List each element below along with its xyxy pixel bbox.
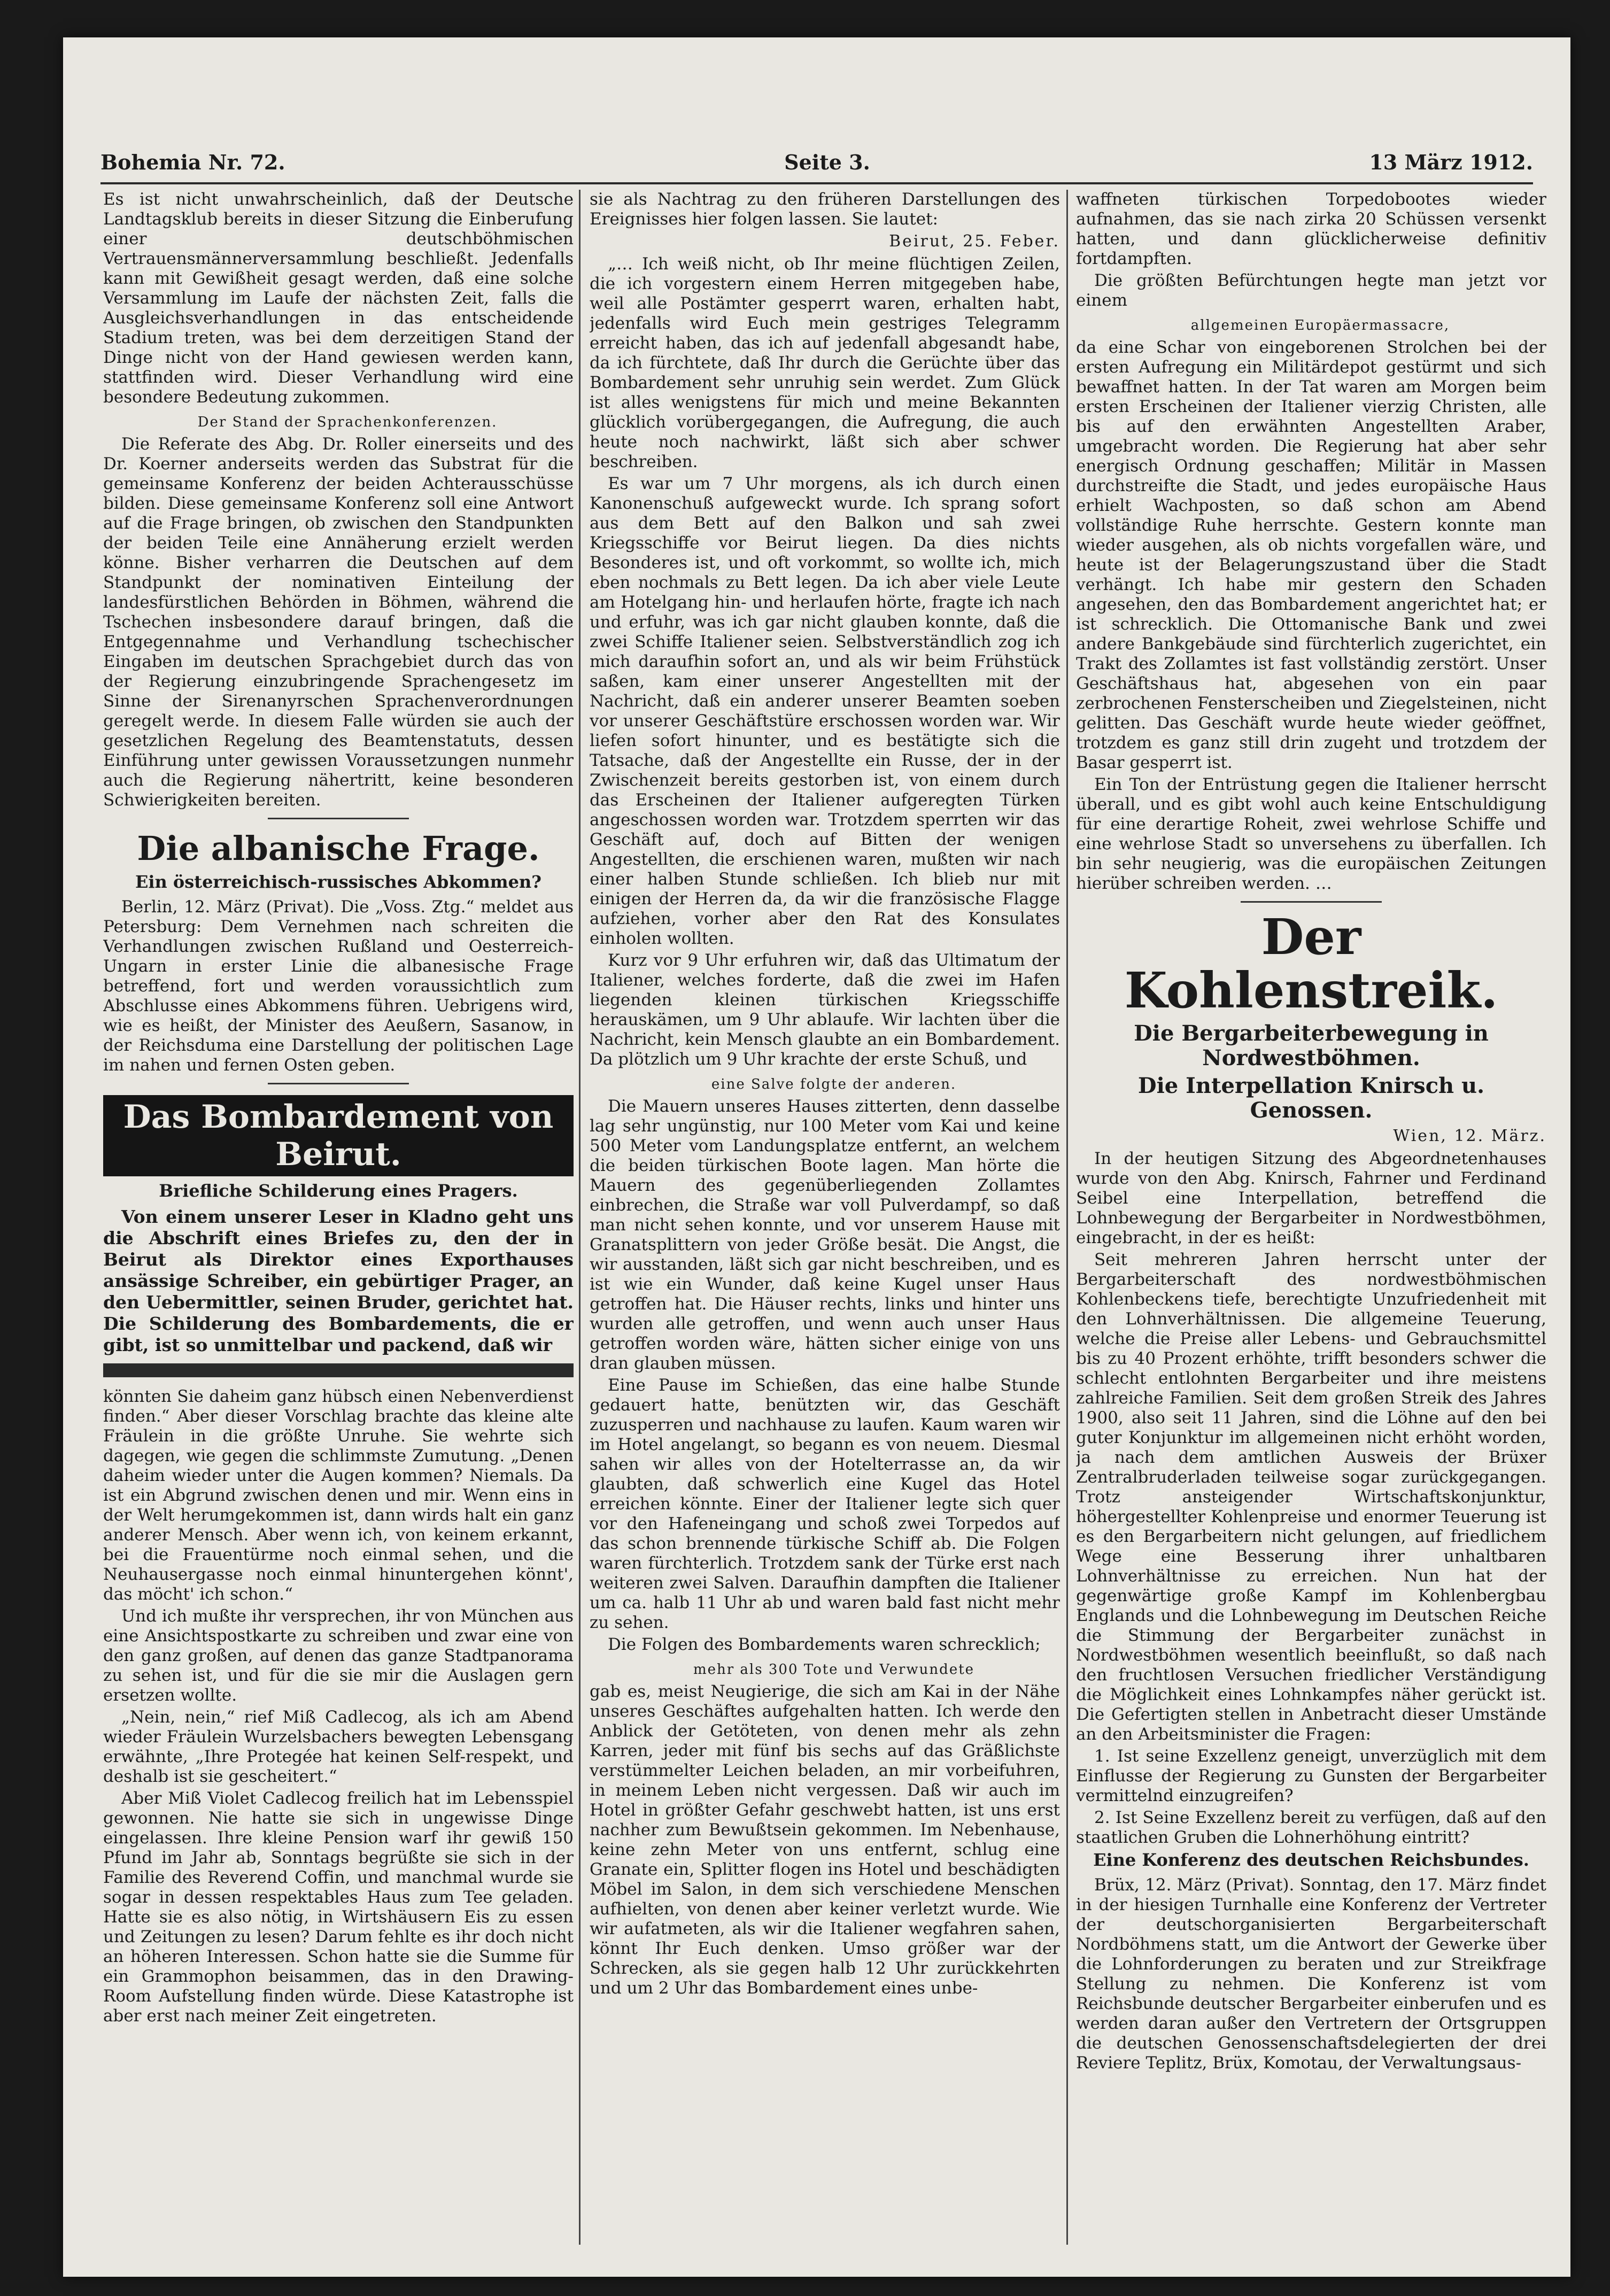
divider	[268, 1083, 409, 1084]
headline-beirut: Das Bombardement von Beirut.	[103, 1095, 574, 1176]
article-paragraph: Die größten Befürchtungen hegte man jetzt vor einem	[1076, 271, 1546, 310]
column-1	[103, 190, 574, 2245]
article-paragraph: Die Referate des Abg. Dr. Roller einerseits und des Dr. Koerner anderseits werden das Substrat für die gemeinsame Konferenz der beiden Achterausschüsse bilden. Diese gemeinsame Konferenz soll eine Antwort auf die Frage bringen, ob zwischen den Standpunkten der beiden Teile eine Annäherung erzielt werden könne. Bisher verharren die Deutschen auf dem Standpunkt der nominativen Einteilung der landesfürstlichen Behörden in Böhmen, während die Tschechen insbesondere darauf bringen, daß die Entgegennahme und Verhandlung tschechischer Eingaben im deutschen Sprachgebiet durch das von der Regierung einzubringende Sprachengesetz im Sinne der Sirenanyrschen Sprachenverordnungen geregelt werde. In diesem Falle würden sie auch der gesetzlichen Regelung des Beamtenstatuts, dessen Einführung unter gewissen Voraussetzungen nunmehr auch die Regierung nähertritt, keine besonderen Schwierigkeiten bereiten.	[103, 435, 574, 810]
divider	[1241, 901, 1382, 903]
subheadline-coal-strike: Die Bergarbeiterbewegung in Nordwestböhmen.	[1134, 1021, 1489, 1071]
feuilleton-paragraph: Und ich mußte ihr versprechen, ihr von München aus eine Ansichtspostkarte zu schreiben und zwar eine von den ganz großen, auf denen das ganze Stadtpanorama zu sehen ist, und für die sie mir die Auslagen gern ersetzen wollte.	[103, 1607, 574, 1705]
headline-conference: Eine Konferenz des deutschen Reichsbundes.	[1093, 1850, 1529, 1870]
article-paragraph: Die Folgen des Bombardements waren schrecklich;	[608, 1635, 1041, 1654]
masthead-date: 13 März 1912.	[1369, 150, 1533, 174]
subheadline-interpellation: Die Interpellation Knirsch u. Genossen.	[1137, 1073, 1485, 1123]
article-lead: Von einem unserer Leser in Kladno geht uns die Abschrift eines Briefes zu, den der in Beirut als Direktor eines Exporthauses ansässige Schreiber, ein gebürtiger Prager, an den Uebermittler, seinen Bruder, gerichtet hat. Die Schilderung des Bombardements, die er gibt, ist so unmittelbar und packend, daß wir	[103, 1206, 574, 1355]
article-paragraph: Eine Pause im Schießen, das eine halbe Stunde gedauert hatte, benützten wir, das Geschäft zuzusperren und nachhause zu laufen. Kaum waren wir im Hotel angelangt, so begann es von neuem. Diesmal sahen wir alles von der Hotelterrasse an, da wir glaubten, daß schwerlich eine Kugel das Hotel erreichen könnte. Einer der Italiener legte sich quer vor den Hafeneingang und schoß zwei Torpedos auf das schon brennende türkische Schiff ab. Die Folgen waren fürchterlich. Trotzdem sank der Türke erst nach weiteren zwei Salven. Daraufhin dampften die Italiener um ca. halb 11 Uhr ab und waren bald fast nicht mehr zu sehen.	[590, 1376, 1060, 1632]
subheading: mehr als 300 Tote und Verwundete	[693, 1662, 975, 1678]
article-paragraph: Ein Ton der Entrüstung gegen die Italiener herrscht überall, und es gibt wohl auch keine Entschuldigung für eine derartige Roheit, zwei wehrlose Schiffe und eine wehrlose Stadt so unversehens zu überfallen. Ich bin sehr neugierig, was die europäischen Zeitungen hierüber schreiben werden. …	[1076, 775, 1546, 893]
feuilleton-divider	[103, 1363, 574, 1377]
subheading: eine Salve folgte der anderen.	[711, 1076, 957, 1092]
article-paragraph: sie als Nachtrag zu den früheren Darstellungen des Ereignisses hier folgen lassen. Sie lautet:	[590, 190, 1060, 229]
subheadline-albania: Ein österreichisch-russisches Abkommen?	[135, 872, 542, 892]
dateline: Beirut, 25. Feber.	[889, 232, 1060, 251]
column-2	[590, 190, 1060, 2245]
divider	[268, 818, 409, 819]
newspaper-page	[63, 37, 1570, 2277]
subheading: allgemeinen Europäermassacre,	[1190, 317, 1450, 333]
article-paragraph: Kurz vor 9 Uhr erfuhren wir, daß das Ultimatum der Italiener, welches forderte, daß die zwei im Hafen liegenden kleinen türkischen Kriegsschiffe herauskämen, um 9 Uhr ablaufe. Wir lachten über die Nachricht, kein Mensch glaubte an ein Bombardement. Da plötzlich um 9 Uhr krachte der erste Schuß, und	[590, 951, 1060, 1069]
article-paragraph: Die Mauern unseres Hauses zitterten, denn dasselbe lag sehr ungünstig, nur 100 Meter vom Kai und keine 500 Meter vom Landungsplatze entfernt, an welchem die beiden türkischen Boote lagen. Man hörte die Mauern des gegenüberliegenden Zollamtes einbrechen, die Straße war voll Pulverdampf, so daß man nicht sehen konnte, und vor unserem Hause mit Granatsplittern von jeder Größe besät. Die Angst, die wir ausstanden, läßt sich gar nicht beschreiben, und es ist wie ein Wunder, daß keine Kugel unser Haus getroffen hat. Die Häuser rechts, links und hinter uns wurden alle getroffen, und wenn auch unser Haus getroffen worden wäre, hätten sicher einige von uns dran glauben müssen.	[590, 1097, 1060, 1373]
article-paragraph: Es ist nicht unwahrscheinlich, daß der Deutsche Landtagsklub bereits in dieser Sitzung die Einberufung einer deutschböhmischen Vertrauensmännerversammlung beschließt. Jedenfalls kann mit Gewißheit gesagt werden, daß eine solche Versammlung im Laufe der nächsten Zeit, falls die Ausgleichsverhandlungen in das entscheidende Stadium treten, was bei dem derzeitigen Stand der Dinge nicht von der Hand gewiesen werden kann, stattfinden wird. Dieser Verhandlung wird eine besondere Bedeutung zukommen.	[103, 190, 574, 407]
subheadline-beirut: Briefliche Schilderung eines Pragers.	[159, 1181, 518, 1201]
feuilleton-paragraph: könnten Sie daheim ganz hübsch einen Nebenverdienst finden.“ Aber dieser Vorschlag brachte das kleine alte Fräulein in die größte Unruhe. Sie wehrte sich dagegen, wie gegen die schlimmste Zumutung. „Denen daheim wieder unter die Augen kommen? Niemals. Da ist ein Abgrund zwischen denen und mir. Wenn eins in der Welt herumgekommen ist, dann wirds halt ein ganz anderer Mensch. Aber wenn ich, von keinem erkannt, bei die Frauentürme noch einmal sehen, und die Neuhausergasse noch einmal hinuntergehen könnt', das möcht' ich schon.“	[103, 1387, 574, 1604]
masthead	[100, 142, 1533, 184]
article-paragraph: Es war um 7 Uhr morgens, als ich durch einen Kanonenschuß aufgeweckt wurde. Ich sprang sofort aus dem Bett auf den Balkon und sah zwei Kriegsschiffe vor Beirut liegen. Da dies nichts Besonderes ist, und oft vorkommt, so wollte ich, mich eben nochmals zu Bett legen. Da ich aber viele Leute am Hotelgang hin- und herlaufen hörte, fragte ich nach und erfuhr, was ich gar nicht glauben konnte, daß die zwei Schiffe Italiener seien. Selbstverständlich zog ich mich daraufhin sofort an, und als wir beim Frühstück saßen, kam einer unserer Angestellten mit der Nachricht, daß ein anderer unserer Beamten soeben vor unserer Geschäftstüre erschossen worden war. Wir liefen sofort hinunter, und es bestätigte sich die Tatsache, daß der Angestellte ein Russe, der in der Zwischenzeit bereits gestorben ist, von einem durch das Erscheinen der Italiener aufgeregten Türken angeschossen worden war. Trotzdem sperrten wir das Geschäft auf, doch auf Bitten der wenigen Angestellten, die erschienen waren, mußten wir nach einer halben Stunde schließen. Ich blieb nur mit einigen der Herren da, da wir die französische Flagge aufziehen, vorher aber den Rat des Konsulates einholen wollten.	[590, 474, 1060, 948]
headline-coal-strike: Der Kohlenstreik.	[1124, 908, 1498, 1019]
article-paragraph: da eine Schar von eingeborenen Strolchen bei der ersten Aufregung ein Militärdepot gestürmt und sich bewaffnet hatten. In der Tat waren am Morgen beim ersten Erscheinen der Italiener vierzig Christen, alle bis auf den erwähnten Angestellten Araber, umgebracht worden. Die Regierung hat aber sehr energisch Ordnung geschaffen; Militär in Massen durchstreifte die Stadt, und jedes europäische Haus erhielt Wachposten, so daß schon am Abend vollständige Ruhe herrschte. Gestern konnte man wieder ausgehen, als ob nichts vorgefallen wäre, und heute ist der Belagerungszustand über die Stadt verhängt. Ich habe mir gestern den Schaden angesehen, den das Bombardement angerichtet hat; er ist schrecklich. Die Ottomanische Bank und zwei andere Bankgebäude sind fürchterlich zugerichtet, ein Trakt des Zollamtes ist fast vollständig zerstört. Unser Geschäftshaus hat, abgesehen von ein paar zerbrochenen Fensterscheiben und Ziegelsteinen, nicht gelitten. Das Geschäft wurde heute wieder geöffnet, trotzdem es ganz still drin zugeht und trotzdem der Basar gesperrt ist.	[1076, 338, 1546, 772]
column-rule	[579, 190, 580, 2245]
article-paragraph: 2. Ist Seine Exzellenz bereit zu verfügen, daß auf den staatlichen Gruben die Lohnerhöhung eintritt?	[1076, 1808, 1546, 1847]
subheading: Der Stand der Sprachenkonferenzen.	[197, 414, 498, 430]
article-paragraph: Berlin, 12. März (Privat). Die „Voss. Ztg.“ meldet aus Petersburg: Dem Vernehmen nach schreiten die Verhandlungen zwischen Rußland und Oesterreich-Ungarn in erster Linie die albanesische Frage betreffend, fort und werden voraussichtlich zum Abschlusse eines Abkommens führen. Uebrigens wird, wie es heißt, der Minister des Aeußern, Sasanow, in der Reichsduma eine Darstellung der politischen Lage im nahen und fernen Osten geben.	[103, 897, 574, 1075]
article-paragraph: Brüx, 12. März (Privat). Sonntag, den 17. März findet in der hiesigen Turnhalle eine Konferenz der Vertreter der deutschorganisierten Bergarbeiterschaft Nordböhmens statt, um die Antwort der Gewerke über die Lohnforderungen zu beraten und zur Streikfrage Stellung zu nehmen. Die Konferenz ist vom Reichsbunde deutscher Bergarbeiter einberufen und es werden daran außer den Vertretern der Ortsgruppen die deutschen Genossenschaftsdelegierten der drei Reviere Teplitz, Brüx, Komotau, der Verwaltungsaus-	[1076, 1875, 1546, 2073]
article-paragraph: Seit mehreren Jahren herrscht unter der Bergarbeiterschaft des nordwestböhmischen Kohlenbeckens tiefe, berechtigte Unzufriedenheit mit den Lohnverhältnissen. Die allgemeine Teuerung, welche die Preise aller Lebens- und Gebrauchsmittel bis zu 40 Prozent erhöhte, trifft besonders schwer die schlecht entlohnten Bergarbeiter und ihre meistens zahlreiche Familien. Seit dem großen Streik des Jahres 1900, also seit 11 Jahren, sind die Löhne auf den bei guter Konjunktur im allgemeinen nicht erhöht worden, ja nach dem amtlichen Ausweis der Brüxer Zentralbruderladen teilweise sogar zurückgegangen. Trotz ansteigender Wirtschaftskonjunktur, höhergestellter Kohlenpreise und enormer Teuerung ist es den Bergarbeitern nicht gelungen, auf friedlichem Wege eine Besserung ihrer unhaltbaren Lohnverhältnisse zu erreichen. Nun hat der gegenwärtige große Kampf im Kohlenbergbau Englands und die Lohnbewegung im Deutschen Reiche die Stimmung der Bergarbeiter zunächst in Nordwestböhmen wesentlich beeinflußt, so daß nach den fruchtlosen Versuchen friedlicher Verständigung die Möglichkeit eines Lohnkampfes näher gerückt ist. Die Gefertigten stellen in Anbetracht dieser Umstände an den Arbeitsminister die Fragen:	[1076, 1250, 1546, 1744]
masthead-issue: Bohemia Nr. 72.	[100, 150, 285, 174]
dateline: Wien, 12. März.	[1393, 1127, 1546, 1145]
headline-albania: Die albanische Frage.	[137, 829, 540, 868]
article-paragraph: 1. Ist seine Exzellenz geneigt, unverzüglich mit dem Einflusse der Regierung zu Gunsten der Bergarbeiter vermittelnd einzugreifen?	[1076, 1747, 1546, 1805]
feuilleton-paragraph: „Nein, nein,“ rief Miß Cadlecog, als ich am Abend wieder Fräulein Wurzelsbachers bewegten Lebensgang erwähnte, „Ihre Protegée hat keinen Self-respekt, und deshalb ist sie gescheitert.“	[103, 1708, 574, 1786]
article-paragraph: gab es, meist Neugierige, die sich am Kai in der Nähe unseres Geschäftes aufgehalten hatten. Ich werde den Anblick der Getöteten, von denen mehr als zehn Karren, jeder mit fünf bis sechs auf das Gräßlichste verstümmelter Leichen beladen, an mir vorbeifuhren, in meinem Leben nicht vergessen. Daß wir auch im Hotel in größter Gefahr geschwebt hatten, ist uns erst nachher zum Bewußtsein gekommen. Im Nebenhause, keine zehn Meter von uns entfernt, schlug eine Granate ein, Splitter flogen ins Hotel und beschädigten Möbel im Salon, in dem sich verschiedene Menschen aufhielten, von denen aber keiner verletzt wurde. Wie wir aufatmeten, als wir die Italiener wegfahren sahen, könnt Ihr Euch denken. Umso größer war der Schrecken, als sie gegen halb 12 Uhr zurückkehrten und um 2 Uhr das Bombardement eines unbe-	[590, 1682, 1060, 1998]
article-paragraph: In der heutigen Sitzung des Abgeordnetenhauses wurde von den Abg. Knirsch, Fahrner und Ferdinand Seibel eine Interpellation, betreffend die Lohnbewegung der Bergarbeiter in Nordwestböhmen, eingebracht, in der es heißt:	[1076, 1149, 1546, 1247]
feuilleton-paragraph: Aber Miß Violet Cadlecog freilich hat im Lebensspiel gewonnen. Nie hatte sie sich in ungewisse Dinge eingelassen. Ihre kleine Pension warf ihr gewiß 150 Pfund im Jahr ab, Sonntags begrüßte sie sich in der Familie des Reverend Coffin, und manchmal wurde sie sogar in dessen respektables Haus zum Tee geladen. Hatte sie es also nötig, in Wirtshäusern Eis zu essen und Zeitungen zu lesen? Darum fehlte es ihr doch nicht an höheren Interessen. Schon hatte sie die Summe für ein Grammophon beisammen, das in den Drawing-Room Aufstellung finden würde. Diese Katastrophe ist aber erst nach meiner Zeit eingetreten.	[103, 1789, 574, 2026]
masthead-page: Seite 3.	[784, 150, 870, 174]
article-paragraph: „… Ich weiß nicht, ob Ihr meine flüchtigen Zeilen, die ich vorgestern einem Herren mitgegeben habe, weil alle Postämter gesperrt waren, erhalten habt, jedenfalls wird Euch mein gestriges Telegramm erreicht haben, das ich auf jedenfall abgesandt habe, da ich fürchtete, daß Ihr durch die Gerüchte über das Bombardement sehr unruhig sein werdet. Zum Glück ist alles wenigstens für mich und meine Bekannten glücklich vorübergegangen, die Aufregung, die auch heute noch nachwirkt, läßt sich aber schwer beschreiben.	[590, 254, 1060, 471]
column-3	[1076, 190, 1546, 2245]
article-paragraph: waffneten türkischen Torpedobootes wieder aufnahmen, das sie nach zirka 20 Schüssen versenkt hatten, und dann glücklicherweise definitiv fortdampften.	[1076, 190, 1546, 268]
column-rule	[1066, 190, 1068, 2245]
